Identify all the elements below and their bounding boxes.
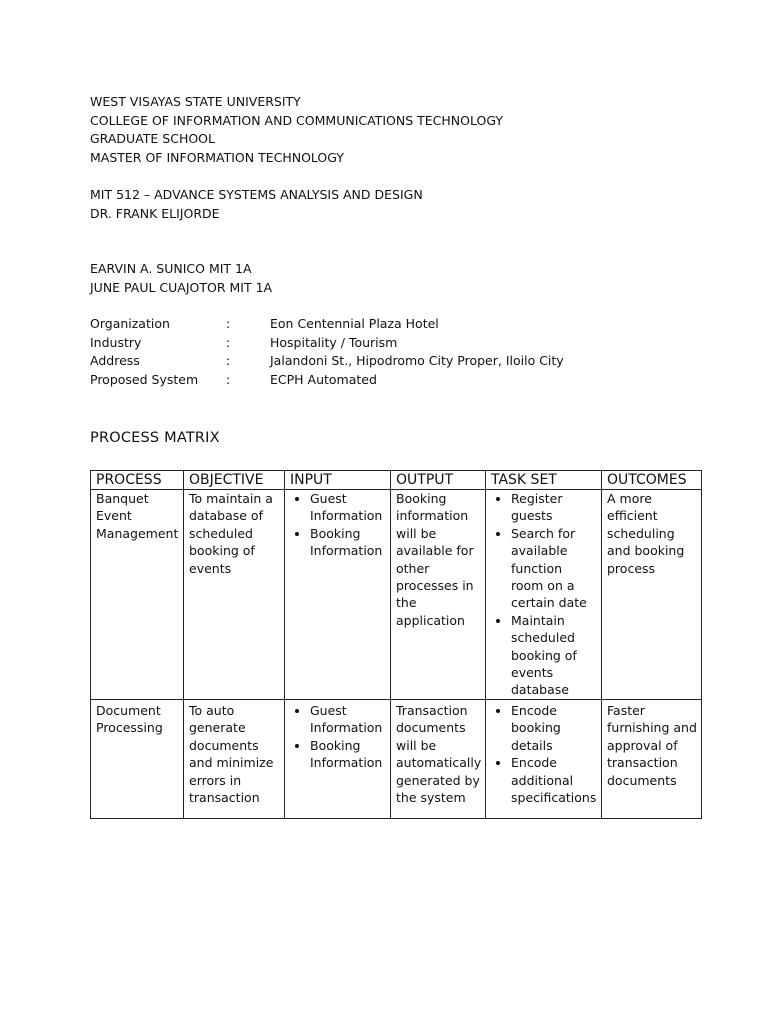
output-cell: Transaction documents will be automatically generated by the system <box>391 700 486 819</box>
college-name: COLLEGE OF INFORMATION AND COMMUNICATIONS TECHNOLOGY <box>90 112 504 128</box>
list-item: • Guest Information <box>310 490 386 525</box>
instructor-name: DR. FRANK ELIJORDE <box>90 205 220 221</box>
info-colon: : <box>226 316 231 331</box>
process-cell: Banquet Event Management <box>91 490 184 700</box>
info-colon: : <box>226 334 231 350</box>
course-header <box>90 186 423 223</box>
list-item: • Encode booking details <box>511 702 597 754</box>
info-label: Address <box>90 353 140 368</box>
student-name: JUNE PAUL CUAJOTOR MIT 1A <box>90 279 273 295</box>
task-list <box>491 490 597 699</box>
list-item: • Booking Information <box>310 737 386 772</box>
column-header: OUTPUT <box>391 471 486 490</box>
input-list <box>290 490 386 560</box>
info-value: Hospitality / Tourism <box>270 334 398 350</box>
info-colon: : <box>226 353 231 368</box>
info-label: Organization <box>90 316 170 331</box>
column-header: TASK SET <box>486 471 602 490</box>
input-cell <box>285 700 391 819</box>
student-list <box>90 260 272 297</box>
student-name: EARVIN A. SUNICO MIT 1A <box>90 261 252 276</box>
info-value: Eon Centennial Plaza Hotel <box>270 316 439 331</box>
table-header-row <box>91 471 702 490</box>
objective-cell: To maintain a database of scheduled booking of events <box>184 490 285 700</box>
outcome-cell: Faster furnishing and approval of transaction documents <box>602 700 702 819</box>
process-cell: Document Processing <box>91 700 184 819</box>
info-label: Proposed System <box>90 371 199 387</box>
list-item: • Booking Information <box>310 525 386 560</box>
table-row <box>91 490 702 700</box>
input-list <box>290 702 386 772</box>
task-set-cell <box>486 490 602 700</box>
outcome-cell: A more efficient scheduling and booking process <box>602 490 702 700</box>
list-item: • Maintain scheduled booking of events database <box>511 612 597 699</box>
list-item: • Guest Information <box>310 702 386 737</box>
course-title: MIT 512 – ADVANCE SYSTEMS ANALYSIS AND DESIGN <box>90 187 423 202</box>
list-item: • Search for available function room on a certain date <box>511 525 597 612</box>
task-set-cell <box>486 700 602 819</box>
table-row <box>91 700 702 819</box>
process-matrix-table <box>90 470 702 819</box>
input-cell <box>285 490 391 700</box>
info-value: Jalandoni St., Hipodromo City Proper, Iloilo City <box>270 353 564 368</box>
program-name: MASTER OF INFORMATION TECHNOLOGY <box>90 149 344 165</box>
column-header: OUTCOMES <box>602 471 702 490</box>
institution-header <box>90 93 503 167</box>
column-header: PROCESS <box>91 471 184 490</box>
column-header: INPUT <box>285 471 391 490</box>
list-item: • Encode additional specifications <box>511 754 597 806</box>
list-item: • Register guests <box>511 490 597 525</box>
university-name: WEST VISAYAS STATE UNIVERSITY <box>90 94 301 109</box>
objective-cell: To auto generate documents and minimize errors in transaction <box>184 700 285 819</box>
info-colon: : <box>226 371 231 387</box>
task-list <box>491 702 597 806</box>
matrix-title: PROCESS MATRIX <box>90 430 220 446</box>
info-value: ECPH Automated <box>270 371 377 387</box>
output-cell: Booking information will be available for other processes in the application <box>391 490 486 700</box>
column-header: OBJECTIVE <box>184 471 285 490</box>
info-label: Industry <box>90 334 142 350</box>
school-name: GRADUATE SCHOOL <box>90 131 215 146</box>
